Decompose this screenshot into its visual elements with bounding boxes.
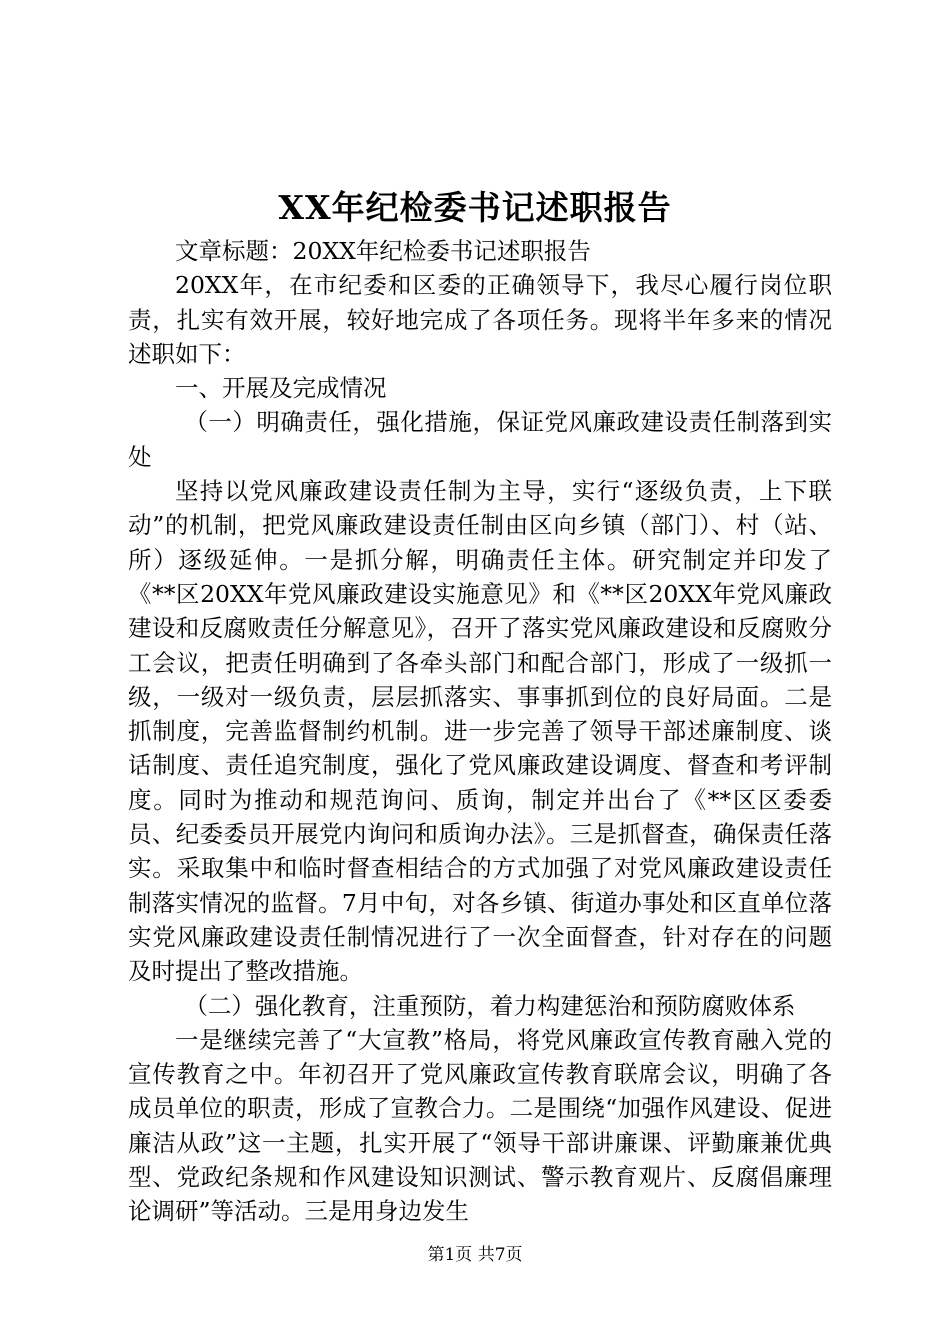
section-heading: 一、开展及完成情况 bbox=[175, 374, 387, 403]
subsection-heading-1: （一）明确责任，强化措施，保证党风廉政建设责任制落到实处 bbox=[128, 408, 832, 471]
article-title-line: 文章标题：20XX年纪检委书记述职报告 bbox=[175, 237, 591, 265]
body-paragraph-1: 坚持以党风廉政建设责任制为主导，实行“逐级负责，上下联动”的机制，把党风廉政建设责任制由区向乡镇（部门）、村（站、所）逐级延伸。一是抓分解，明确责任主体。研究制定并印发了《**区20XX年党风廉政建设实施意见》和《**区20XX年党风廉政建设和反腐败责任分解意见》，召开了落实党风廉政建设和反腐败分工会议，把责任明确到了各牵头部门和配合部门，形成了一级抓一级，一级对一级负责，层层抓落实、事事抓到位的良好局面。二是抓制度，完善监督制约机制。进一步完善了领导干部述廉制度、谈话制度、责任追究制度，强化了党风廉政建设调度、督查和考评制度。同时为推动和规范询问、质询，制定并出台了《**区区委委员、纪委委员开展党内询问和质询办法》。三是抓督查，确保责任落实。采取集中和临时督查相结合的方式加强了对党风廉政建设责任制落实情况的监督。7月中旬，对各乡镇、街道办事处和区直单位落实党风廉政建设责任制情况进行了一次全面督查，针对存在的问题及时提出了整改措施。 bbox=[128, 477, 832, 986]
document-body bbox=[128, 234, 832, 1229]
subsection-heading-2: （二）强化教育，注重预防，着力构建惩治和预防腐败体系 bbox=[184, 991, 796, 1020]
body-paragraph-2: 一是继续完善了“大宣教”格局，将党风廉政宣传教育融入党的宣传教育之中。年初召开了党风廉政宣传教育联席会议，明确了各成员单位的职责，形成了宣教合力。二是围绕“加强作风建设、促进廉洁从政”这一主题，扎实开展了“领导干部讲廉课、评勤廉兼优典型、党政纪条规和作风建设知识测试、警示教育观片、反腐倡廉理论调研”等活动。三是用身边发生 bbox=[128, 1025, 832, 1226]
intro-paragraph: 20XX年，在市纪委和区委的正确领导下，我尽心履行岗位职责，扎实有效开展，较好地完成了各项任务。现将半年多来的情况述职如下： bbox=[128, 271, 832, 368]
page-number: 第1页 共7页 bbox=[427, 1245, 523, 1265]
document-title: XX年纪检委书记述职报告 bbox=[278, 188, 672, 227]
